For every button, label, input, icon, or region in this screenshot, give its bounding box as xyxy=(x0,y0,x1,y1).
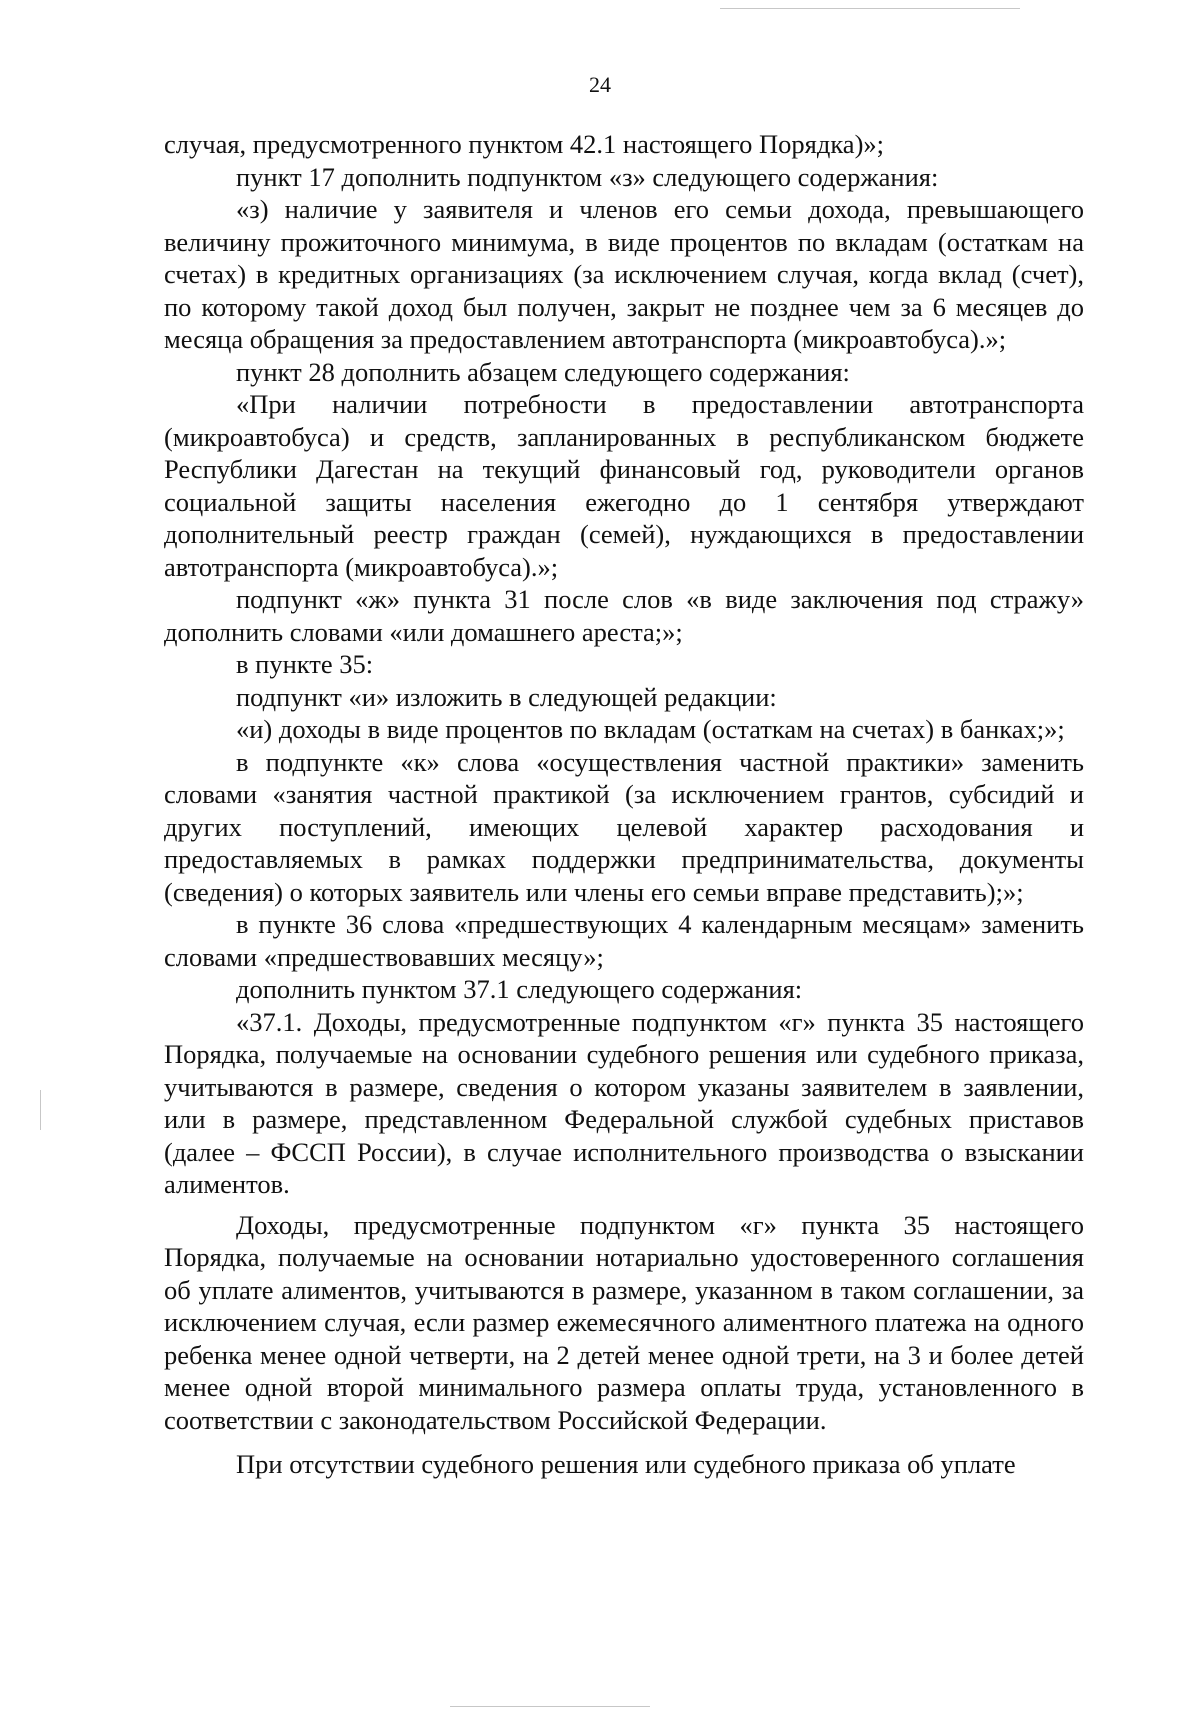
paragraph: пункт 17 дополнить подпунктом «з» следующего содержания: xyxy=(236,161,939,192)
paragraph: подпункт «и» изложить в следующей редакции: xyxy=(236,681,777,712)
paragraph: подпункт «ж» пункта 31 после слов «в виде заключения под стражу» дополнить словами «или домашнего ареста;»; xyxy=(164,584,1084,647)
paragraph: в пункте 35: xyxy=(236,649,374,679)
paragraph: «37.1. Доходы, предусмотренные подпунктом «г» пункта 35 настоящего Порядка, получаемые на основании судебного решения или судебного приказа, учитываются в размере, сведения о котором указаны заявителем в заявлении, или в размере, представленном Федеральной службой судебных приставов (далее – ФССП России), в случае исполнительного производства о взыскании алиментов. xyxy=(164,1006,1084,1199)
scan-artifact-line xyxy=(450,1706,650,1707)
paragraph: «При наличии потребности в предоставлении автотранспорта (микроавтобуса) и средств, запланированных в республиканском бюджете Республики Дагестан на текущий финансовый год, руководители органов социальной защиты населения ежегодно до 1 сентября утверждают дополнительный реестр граждан (семей), нуждающихся в предоставлении автотранспорта (микроавтобуса).»; xyxy=(164,389,1084,582)
document-body xyxy=(164,128,1084,1481)
paragraph: «и) доходы в виде процентов по вкладам (остаткам на счетах) в банках;»; xyxy=(236,714,1065,744)
page-number: 24 xyxy=(589,72,611,97)
paragraph: случая, предусмотренного пунктом 42.1 настоящего Порядка)»; xyxy=(164,129,885,159)
paragraph: «з) наличие у заявителя и членов его семьи дохода, превышающего величину прожиточного минимума, в виде процентов по вкладам (остаткам на счетах) в кредитных организациях (за исключением случая, когда вклад (счет), по которому такой доход был получен, закрыт не позднее чем за 6 месяцев до месяца обращения за предоставлением автотранспорта (микроавтобуса).»; xyxy=(164,194,1084,354)
paragraph: в пункте 36 слова «предшествующих 4 календарным месяцам» заменить словами «предшествовавших месяцу»; xyxy=(164,909,1084,972)
paragraph: При отсутствии судебного решения или судебного приказа об уплате xyxy=(236,1449,1016,1479)
paragraph: в подпункте «к» слова «осуществления частной практики» заменить словами «занятия частной практикой (за исключением грантов, субсидий и других поступлений, имеющих целевой характер расходования и предоставляемых в рамках поддержки предпринимательства, документы (сведения) о которых заявитель или члены его семьи вправе представить);»; xyxy=(164,746,1084,907)
paragraph: Доходы, предусмотренные подпунктом «г» пункта 35 настоящего Порядка, получаемые на основании нотариально удостоверенного соглашения об уплате алиментов, учитываются в размере, указанном в таком соглашении, за исключением случая, если размер ежемесячного алиментного платежа на одного ребенка менее одной четверти, на 2 детей менее одной трети, на 3 и более детей менее одной второй минимального размера оплаты труда, установленного в соответствии с законодательством Российской Федерации. xyxy=(164,1209,1084,1435)
paragraph: дополнить пунктом 37.1 следующего содержания: xyxy=(236,974,803,1004)
scan-artifact-line xyxy=(720,8,1020,9)
paragraph: пункт 28 дополнить абзацем следующего содержания: xyxy=(236,356,850,387)
scan-artifact-line xyxy=(40,1090,41,1130)
